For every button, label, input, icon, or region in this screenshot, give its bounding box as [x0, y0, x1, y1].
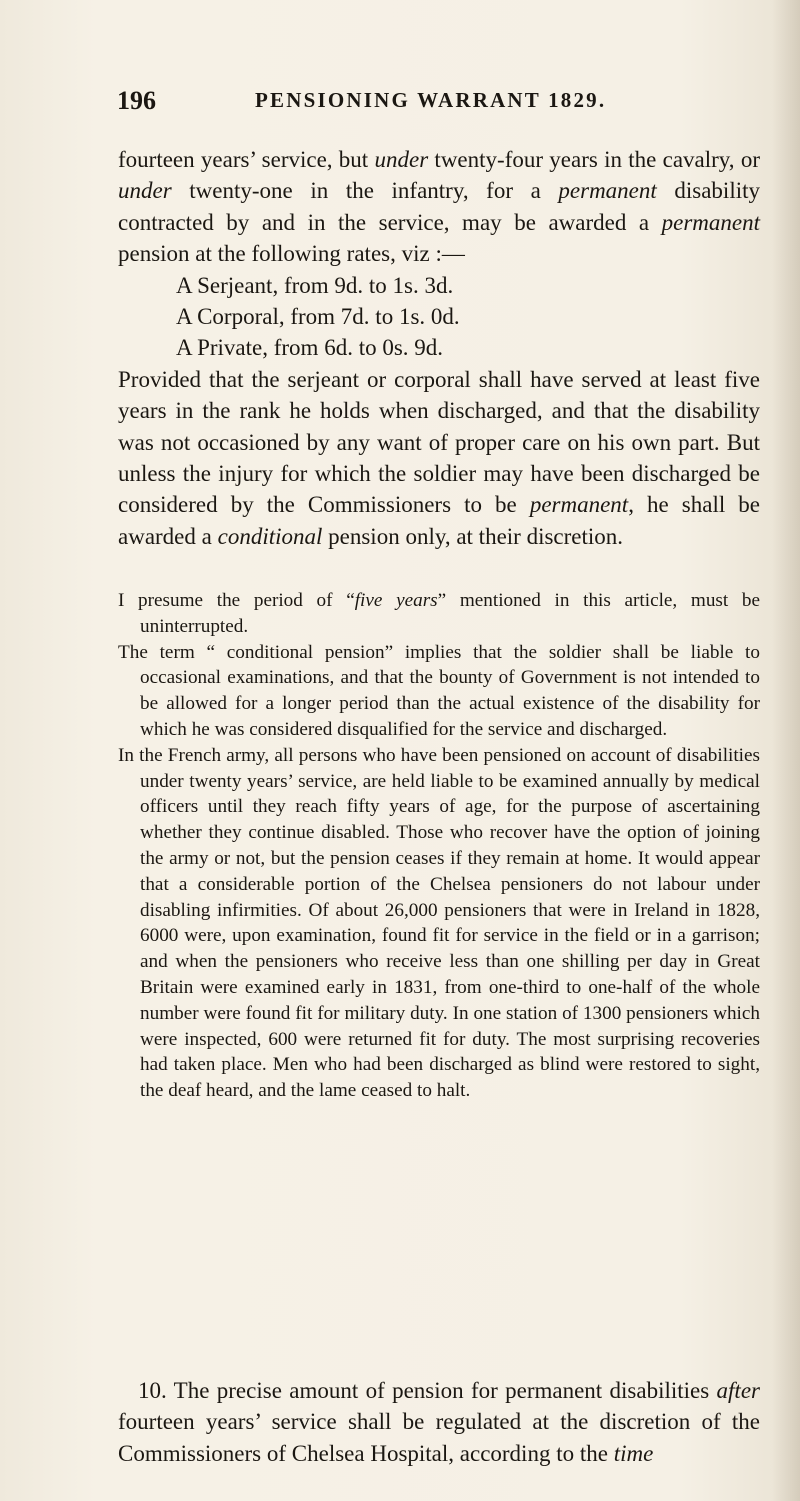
text-run: fourteen years’ service shall be regulated at the discretion of the Commissioners of Chelsea Hospital, according to the [118, 1409, 760, 1466]
italic-run: permanent [661, 209, 760, 235]
text-run: pension at the following rates, viz :— [118, 241, 465, 267]
rate-serjeant: A Serjeant, from 9d. to 1s. 3d. [176, 272, 454, 298]
page-header [117, 86, 757, 126]
text-run: I presume the period of “ [118, 590, 355, 611]
article-10-paragraph [118, 1375, 760, 1469]
text-run: 10. The precise amount of pension for permanent disabilities [138, 1378, 717, 1403]
page-edge-shadow [772, 0, 800, 1501]
note-five-years [118, 588, 760, 640]
italic-run: conditional [217, 523, 323, 549]
italic-run: five years [354, 590, 438, 611]
italic-run: permanent [558, 178, 657, 204]
article-10 [118, 1375, 760, 1469]
text-run: Provided that the serjeant or corporal shall have served at least five years in the rank he holds when discharged, and that the disability was not occasioned by any want of proper care on his own part. But unless the injury for which the soldier may have been discharged be considered by the Commissioners to be [118, 366, 760, 518]
italic-run: after [716, 1378, 760, 1403]
rate-private: A Private, from 6d. to 0s. 9d. [176, 335, 444, 361]
pension-rates-list [118, 270, 760, 364]
italic-run: under [374, 147, 429, 172]
running-head: PENSIONING WARRANT 1829. [255, 88, 607, 112]
commentary-notes [118, 588, 760, 1104]
intro-paragraph [118, 144, 760, 270]
main-text [118, 144, 760, 552]
note-french-army: In the French army, all persons who have been pensioned on account of disabilities under twenty years’ service, are held liable to be examined annually by medical officers until they reach fifty years of age, for the purpose of ascertaining whether they continue disabled. Those who recover have the option of joining the army or not, but the pension ceases if they remain at home. It would appear that a considerable portion of the Chelsea pensioners do not labour under disabling infirmities. Of about 26,000 pensioners that were in Ireland in 1828, 6000 were, upon examination, found fit for service in the field or in a garrison; and when the pensioners who receive less than one shilling per day in Great Britain were examined early in 1831, from one-third to one-half of the whole number were found fit for military duty. In one station of 1300 pensioners which were inspected, 600 were returned fit for duty. The most surprising recoveries had taken place. Men who had been discharged as blind were restored to sight, the deaf heard, and the lame ceased to halt. [118, 744, 760, 1102]
text-run: twenty-one in the infantry, for a [171, 178, 559, 204]
note-conditional-pension: The term “ conditional pension” implies that the soldier shall be liable to occasional examinations, and that the bounty of Government is not intended to be allowed for a longer period than the actual existence of the disability for which he was considered disqualified for the service and discharged. [118, 641, 760, 740]
text-run: disability contracted by and in the service, may be awarded a [118, 178, 760, 235]
italic-run: under [118, 178, 172, 204]
provided-paragraph [118, 364, 760, 552]
text-run: fourteen years’ service, but [118, 147, 375, 172]
italic-run: time [613, 1440, 654, 1466]
text-run: , he shall be awarded a [118, 492, 760, 549]
rate-corporal: A Corporal, from 7d. to 1s. 0d. [176, 304, 460, 330]
text-run: ” mentioned in this article, must be uninterrupted. [140, 590, 760, 637]
italic-run: permanent [529, 492, 629, 518]
text-run: twenty-four years in the cavalry, or [428, 147, 760, 172]
text-run: pension only, at their discretion. [322, 523, 624, 549]
page-number: 196 [117, 86, 156, 115]
